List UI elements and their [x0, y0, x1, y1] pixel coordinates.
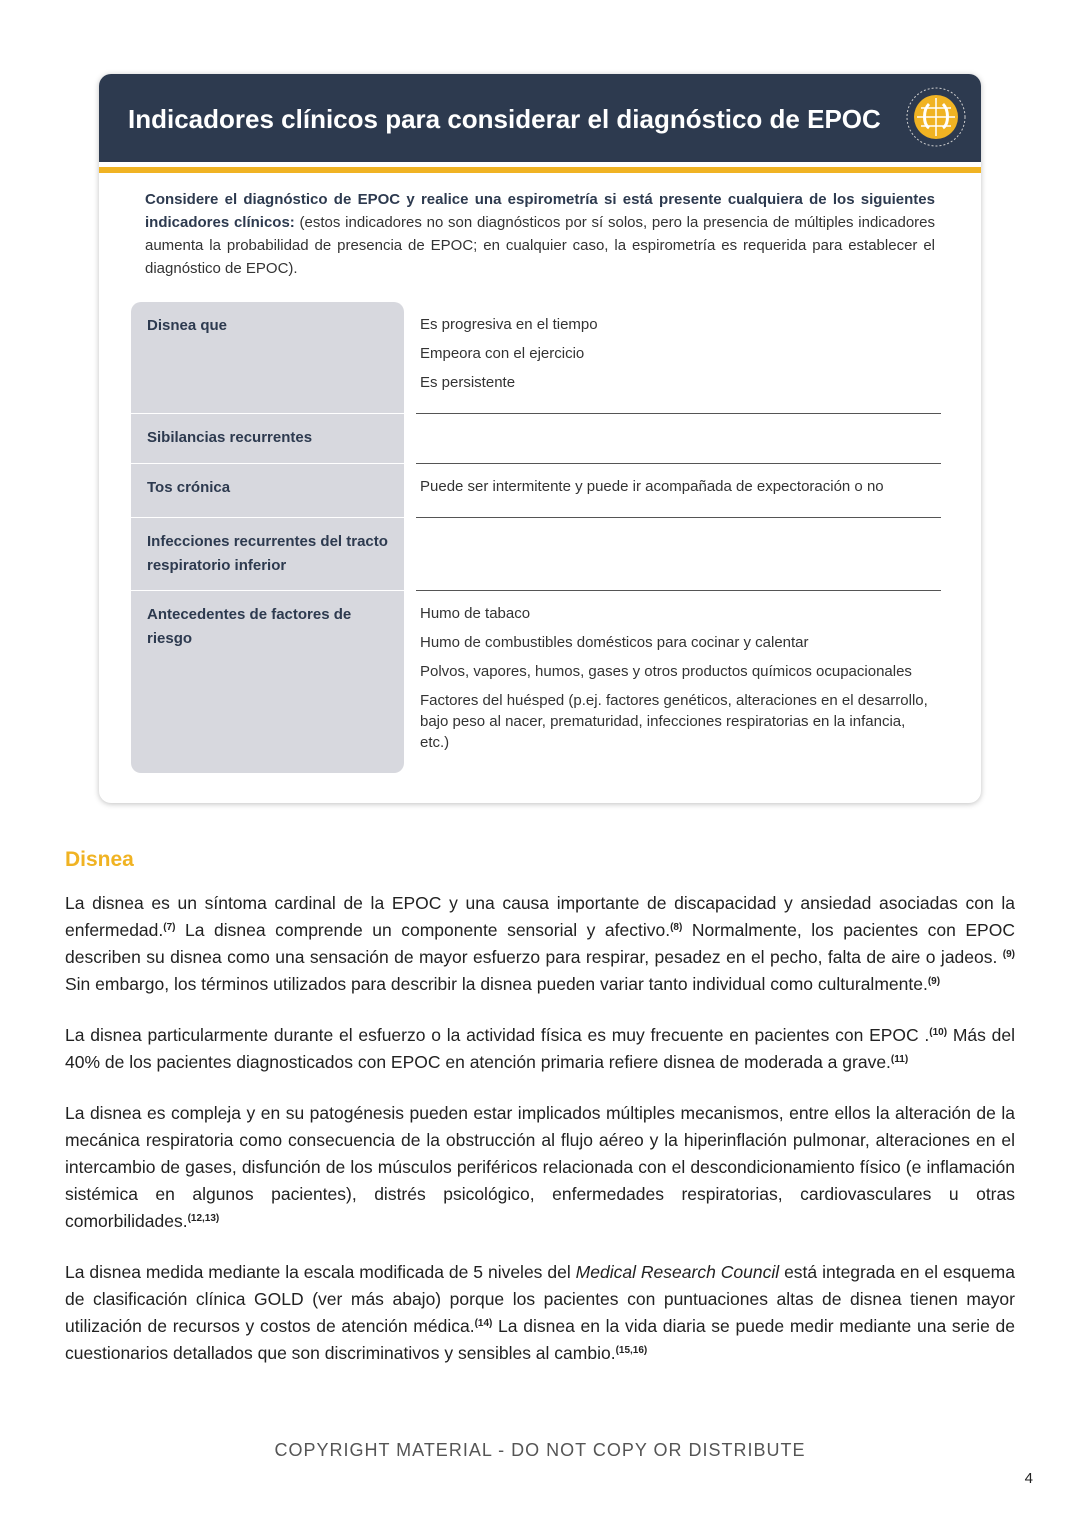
paragraph-4	[65, 1259, 1015, 1367]
citation: (10)	[929, 1027, 948, 1038]
text: La disnea medida mediante la escala modificada de 5 niveles del	[65, 1262, 576, 1282]
intro-bold: Considere el diagnóstico de EPOC y realice una espirometría si está presente cualquiera de los siguientes indicadores clínicos:	[145, 191, 935, 231]
list-item: Humo de tabaco	[420, 605, 531, 622]
clinical-indicators-card	[99, 74, 981, 803]
text: La disnea en la vida diaria se puede medir mediante una serie de cuestionarios detallados que son discriminativos y sensibles al cambio.	[65, 1316, 1015, 1363]
gold-logo-icon	[905, 86, 967, 148]
row-label: Tos crónica	[131, 464, 404, 518]
watermark: COPYRIGHT MATERIAL - DO NOT COPY OR DISTRIBUTE	[274, 1440, 806, 1460]
row-items	[416, 518, 941, 591]
citation: (14)	[474, 1318, 493, 1329]
citation: (11)	[890, 1054, 909, 1065]
section-heading: Disnea	[65, 848, 134, 871]
accent-stripe	[99, 167, 981, 173]
text: La disnea particularmente durante el esfuerzo o la actividad física es muy frecuente en pacientes con EPOC .	[65, 1025, 930, 1045]
page-content	[0, 74, 1080, 1367]
text: Sin embargo, los términos utilizados para describir la disnea pueden variar tanto individual como culturalmente.	[65, 974, 928, 994]
row-label: Infecciones recurrentes del tracto respiratorio inferior	[131, 518, 404, 591]
text: está integrada en el esquema de clasificación clínica GOLD (ver más abajo) porque los pacientes con puntuaciones altas de disnea tienen mayor utilización de recursos y costos de atención médica.	[65, 1262, 1015, 1336]
text: La disnea es compleja y en su patogénesis pueden estar implicados múltiples mecanismos, entre ellos la alteración de la mecánica respiratoria como consecuencia de la obstrucción al flujo aéreo y la hiperinflación pulmonar, alteraciones en el intercambio de gases, disfunción de los músculos periféricos relacionada con el descondicionamiento físico (e inflamación sistémica en algunos pacientes), distrés psicológico, enfermedades respiratorias, cardiovasculares u otras comorbilidades.	[65, 1103, 1015, 1231]
intro-rest: (estos indicadores no son diagnósticos por sí solos, pero la presencia de múltiples indicadores aumenta la probabilidad de presencia de EPOC; en cualquier caso, la espirometría es requerida para establecer el diagnóstico de EPOC).	[145, 214, 935, 277]
citation: (9)	[1002, 949, 1015, 960]
list-item: Humo de combustibles domésticos para cocinar y calentar	[420, 634, 809, 651]
indicators-table	[131, 302, 941, 773]
row-label: Disnea que	[131, 302, 404, 414]
list-item: Factores del huésped (p.ej. factores genéticos, alteraciones en el desarrollo, bajo peso al nacer, prematuridad, infecciones respiratorias en la infancia, etc.)	[420, 692, 928, 751]
list-item: Polvos, vapores, humos, gases y otros productos químicos ocupacionales	[420, 663, 912, 680]
row-items	[416, 464, 941, 518]
row-items	[416, 414, 941, 464]
card-header	[99, 74, 981, 162]
italic-term: Medical Research Council	[575, 1262, 780, 1282]
intro-text	[145, 188, 935, 280]
citation: (12,13)	[187, 1213, 220, 1224]
list-item: Es persistente	[420, 374, 516, 391]
citation: (8)	[670, 922, 683, 933]
row-label: Sibilancias recurrentes	[131, 414, 404, 464]
page-number: 4	[1024, 1470, 1033, 1487]
row-label: Antecedentes de factores de riesgo	[131, 591, 404, 773]
paragraph-1	[65, 890, 1015, 998]
row-items	[416, 591, 941, 773]
citation: (15,16)	[615, 1345, 648, 1356]
paragraph-3	[65, 1100, 1015, 1235]
paragraph-2	[65, 1022, 1015, 1076]
list-item: Empeora con el ejercicio	[420, 345, 585, 362]
text: La disnea comprende un componente sensorial y afectivo.	[175, 920, 671, 940]
row-items	[416, 302, 941, 414]
citation: (9)	[927, 976, 941, 987]
list-item: Puede ser intermitente y puede ir acompañada de expectoración o no	[420, 478, 884, 495]
text: Normalmente, los pacientes con EPOC describen su disnea como una sensación de mayor esfuerzo para respirar, pesadez en el pecho, falta de aire o jadeos.	[65, 920, 1015, 967]
citation: (7)	[163, 922, 176, 933]
text: La disnea es un síntoma cardinal de la EPOC y una causa importante de discapacidad y ansiedad asociadas con la enfermedad.	[65, 893, 1015, 940]
text: Más del 40% de los pacientes diagnosticados con EPOC en atención primaria refiere disnea de moderada a grave.	[65, 1025, 1015, 1072]
list-item: Es progresiva en el tiempo	[420, 316, 598, 333]
card-title: Indicadores clínicos para considerar el diagnóstico de EPOC	[128, 104, 881, 134]
